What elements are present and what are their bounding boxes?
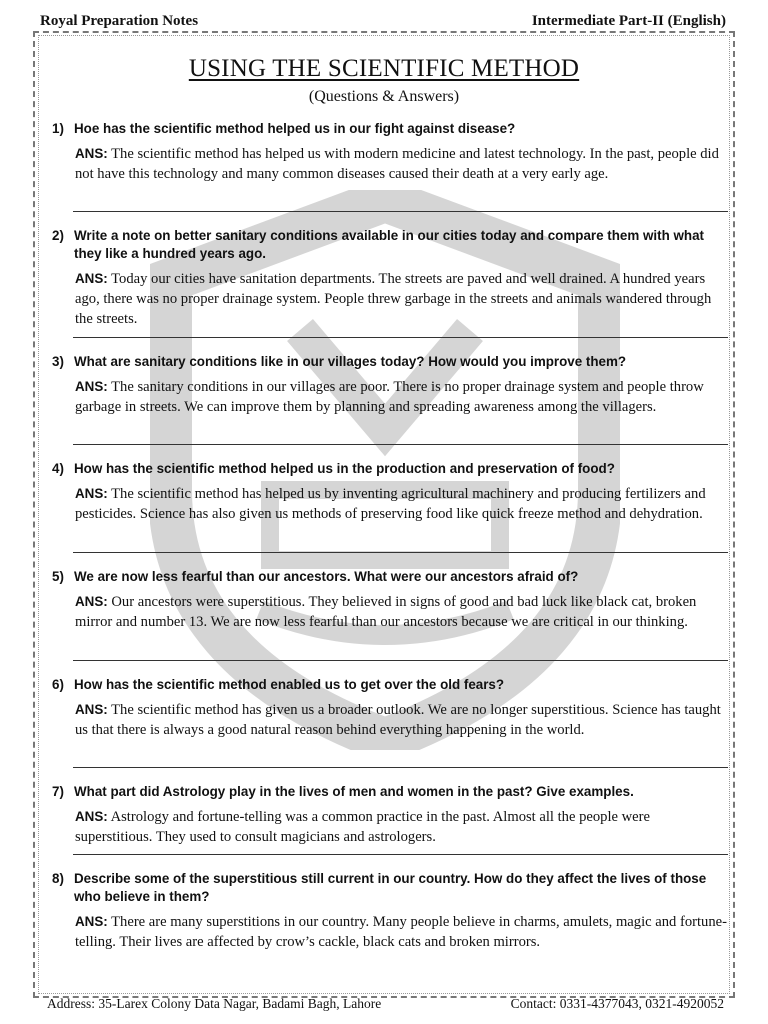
question-text: What part did Astrology play in the lives of men and women in the past? Give examples.: [74, 784, 634, 799]
question-text: We are now less fearful than our ancestors. What were our ancestors afraid of?: [74, 569, 579, 584]
qa-item-2: [52, 227, 727, 329]
answer: [75, 807, 727, 847]
answer-text: The sanitary conditions in our villages are poor. There is no proper drainage system and people throw garbage in streets. We can improve them by planning and spreading awareness among the villagers.: [75, 379, 704, 415]
question-number: 1): [52, 121, 64, 136]
header-right-text: Intermediate Part-II (English): [531, 12, 726, 29]
question-number: 6): [52, 677, 64, 692]
qa-item-3: [52, 353, 727, 417]
question-text: How has the scientific method helped us in the production and preservation of food?: [74, 461, 615, 476]
answer-text: The scientific method has helped us by inventing agricultural machinery and producing fertilizers and pesticides. Science has also given us methods of preserving food like quick freeze method and dehydration.: [75, 486, 706, 522]
divider: [73, 552, 728, 553]
divider: [73, 854, 728, 855]
answer-label: ANS:: [75, 146, 108, 161]
answer: [75, 484, 727, 524]
qa-item-1: [52, 120, 727, 184]
page-title: USING THE SCIENTIFIC METHOD: [188, 55, 580, 82]
qa-item-8: [52, 870, 727, 952]
question-number: 4): [52, 461, 64, 476]
divider: [73, 444, 728, 445]
question-number: 2): [52, 228, 64, 243]
footer-address: Address: 35-Larex Colony Data Nagar, Badami Bagh, Lahore: [47, 996, 382, 1011]
divider: [73, 211, 728, 212]
question-number: 8): [52, 871, 64, 886]
qa-item-5: [52, 568, 727, 632]
answer: [75, 269, 727, 329]
answer-label: ANS:: [75, 914, 108, 929]
question-text: What are sanitary conditions like in our villages today? How would you improve them?: [74, 354, 627, 369]
answer: [75, 144, 727, 184]
answer-text: Astrology and fortune-telling was a common practice in the past. Almost all the people were superstitious. They used to consult magicians and astrologers.: [75, 809, 650, 845]
answer-label: ANS:: [75, 594, 108, 609]
answer-label: ANS:: [75, 379, 108, 394]
answer-text: Our ancestors were superstitious. They believed in signs of good and bad luck like black cat, broken mirror and number 13. We are now less fearful than our ancestors because we are critical in our thinking.: [75, 594, 697, 630]
answer-label: ANS:: [75, 271, 108, 286]
answer-label: ANS:: [75, 702, 108, 717]
answer: [75, 700, 727, 740]
question-text: Describe some of the superstitious still current in our country. How do they affect the lives of those who believe in them?: [74, 871, 707, 904]
header-left-text: Royal Preparation Notes: [40, 12, 199, 29]
answer-text: The scientific method has given us a broader outlook. We are no longer superstitious. Science has taught us that there is always a good natural reason behind everything happening in the world.: [75, 702, 721, 738]
answer: [75, 592, 727, 632]
page-subtitle: (Questions & Answers): [308, 88, 460, 105]
question-text: How has the scientific method enabled us to get over the old fears?: [74, 677, 505, 692]
divider: [73, 767, 728, 768]
qa-item-7: [52, 783, 727, 847]
footer-contact: Contact: 0331-4377043, 0321-4920052: [510, 996, 724, 1011]
question-number: 7): [52, 784, 64, 799]
answer: [75, 912, 727, 952]
divider: [73, 660, 728, 661]
answer: [75, 377, 727, 417]
page-footer: [47, 996, 724, 1014]
question-number: 3): [52, 354, 64, 369]
question-number: 5): [52, 569, 64, 584]
answer-text: There are many superstitions in our country. Many people believe in charms, amulets, magic and fortune-telling. Their lives are affected by crow’s cackle, black cats and broken mirrors.: [75, 914, 727, 950]
qa-item-4: [52, 460, 727, 524]
answer-text: The scientific method has helped us with modern medicine and latest technology. In the past, people did not have this technology and many common diseases caused their death at a very early age.: [75, 146, 719, 182]
divider: [73, 337, 728, 338]
qa-item-6: [52, 676, 727, 740]
answer-text: Today our cities have sanitation departments. The streets are paved and well drained. A hundred years ago, there was no proper drainage system. People threw garbage in the streets and animals wandered through the streets.: [75, 271, 712, 327]
answer-label: ANS:: [75, 486, 108, 501]
answer-label: ANS:: [75, 809, 108, 824]
question-text: Write a note on better sanitary conditions available in our cities today and compare them with what they like a hundred years ago.: [74, 228, 704, 261]
page-header: [40, 11, 726, 31]
question-text: Hoe has the scientific method helped us in our fight against disease?: [74, 121, 516, 136]
